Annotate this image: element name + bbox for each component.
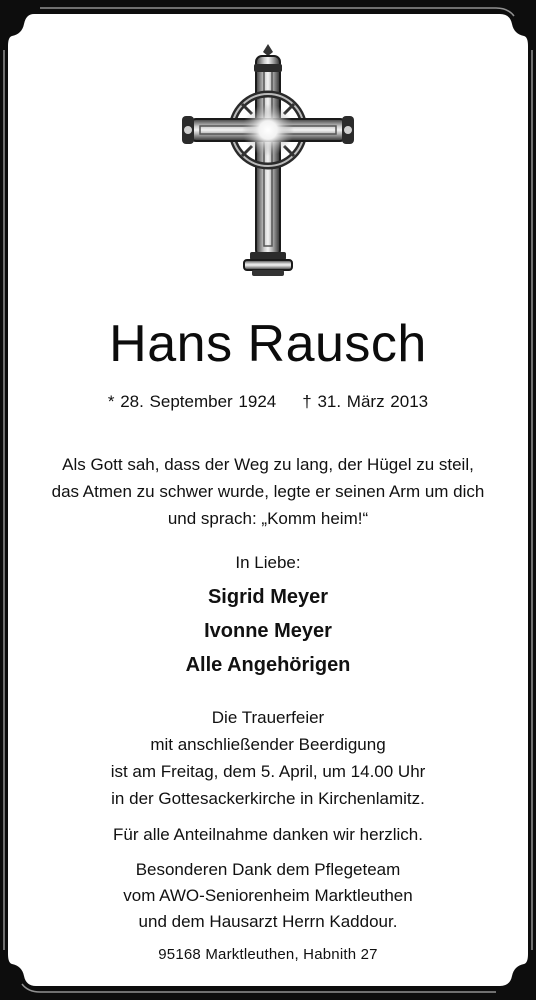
funeral-line: mit anschließender Beerdigung (150, 735, 386, 754)
special-thanks-line: Besonderen Dank dem Pflegeteam (135, 860, 401, 879)
in-love-label: In Liebe: (235, 553, 301, 572)
verse-line: Als Gott sah, dass der Weg zu lang, der Hügel zu steil, (62, 455, 474, 474)
funeral-line: ist am Freitag, dem 5. April, um 14.00 Uhr (110, 762, 426, 781)
funeral-details (20, 704, 516, 812)
mourner-name: Ivonne Meyer (204, 620, 332, 642)
memorial-verse (20, 451, 516, 532)
mourner-name: Alle Angehörigen (185, 654, 351, 676)
funeral-line: in der Gottesackerkirche in Kirchenlamitz. (111, 789, 425, 808)
funeral-line: Die Trauerfeier (211, 708, 325, 727)
verse-line: das Atmen zu schwer wurde, legte er seinen Arm um dich (51, 482, 485, 501)
life-dates (20, 388, 516, 416)
special-thanks-line: vom AWO-Seniorenheim Marktleuthen (123, 886, 413, 905)
deceased-name: Hans Rausch (109, 315, 427, 373)
special-thanks-line: und dem Hausarzt Herrn Kaddour. (138, 912, 398, 931)
special-thanks (20, 857, 516, 935)
birth-date: * 28. September 1924 (107, 392, 277, 411)
death-date: † 31. März 2013 (302, 392, 429, 411)
verse-line: und sprach: „Komm heim!“ (167, 509, 369, 528)
thanks-line: Für alle Anteilnahme danken wir herzlich. (113, 825, 423, 844)
mourners-list (20, 580, 516, 682)
ornamental-cross-icon (178, 40, 358, 285)
family-address: 95168 Marktleuthen, Habnith 27 (158, 946, 378, 963)
mourner-name: Sigrid Meyer (207, 586, 329, 608)
